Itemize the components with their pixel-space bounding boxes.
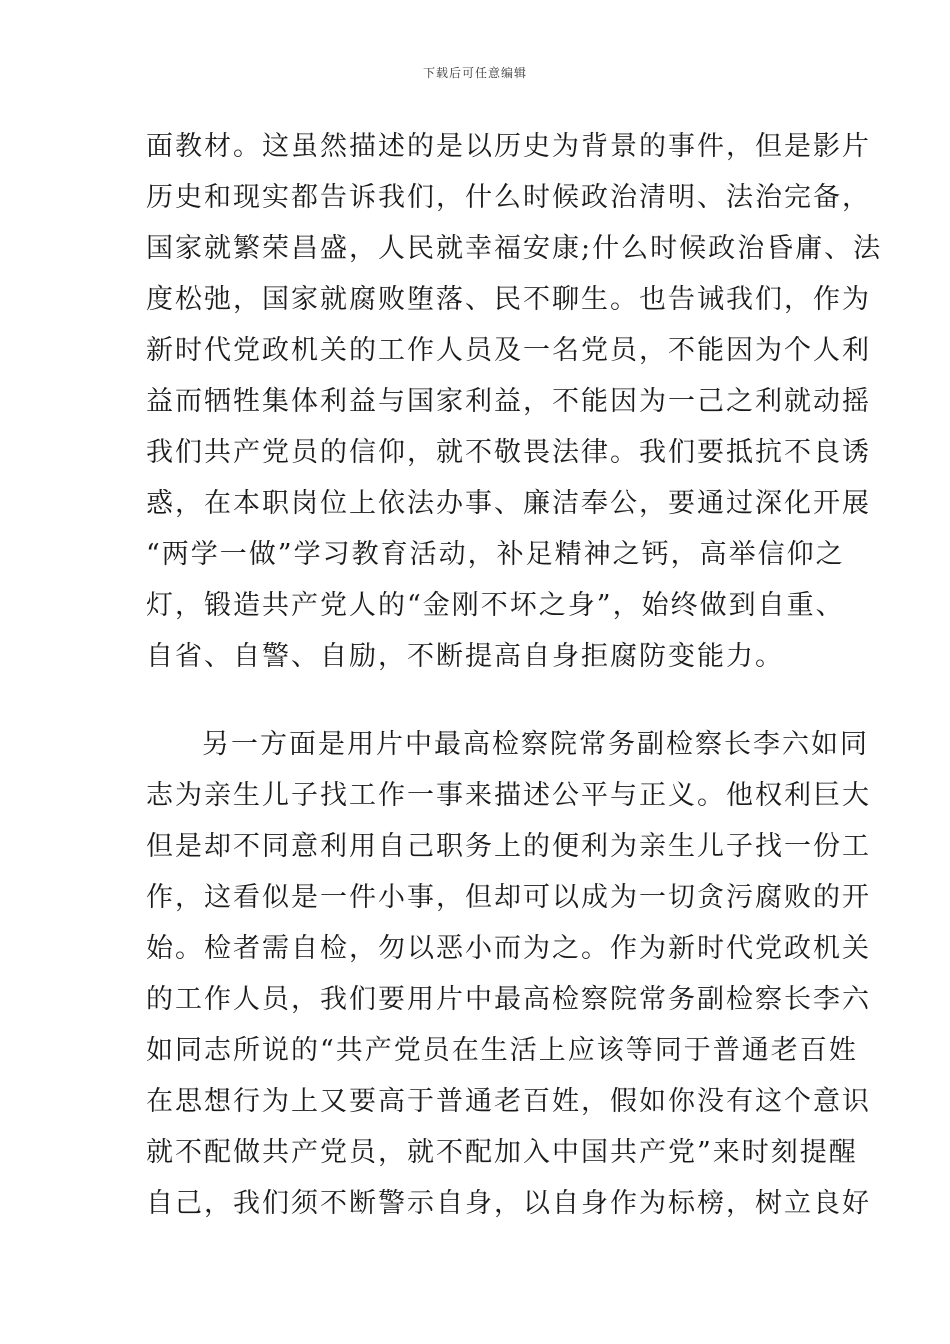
text-line: 灯，锻造共产党人的“金刚不坏之身”，始终做到自重、 [146, 590, 845, 621]
text-line: 就不配做共产党员，就不配加入中国共产党”来时刻提醒 [146, 1137, 858, 1168]
text-line: 国家就繁荣昌盛，人民就幸福安康;什么时候政治昏庸、法 [146, 233, 883, 264]
text-line: 但是却不同意利用自己职务上的便利为亲生儿子找一份工 [146, 831, 871, 862]
text-line: 如同志所说的“共产党员在生活上应该等同于普通老百姓 [146, 1035, 858, 1066]
text-line: “两学一做”学习教育活动，补足精神之钙，高举信仰之 [146, 539, 845, 570]
text-line: 始。检者需自检，勿以恶小而为之。作为新时代党政机关 [146, 933, 871, 964]
page-header: 下载后可任意编辑 [422, 66, 527, 80]
text-line: 历史和现实都告诉我们，什么时候政治清明、法治完备， [146, 182, 871, 213]
text-line: 度松弛，国家就腐败堕落、民不聊生。也告诫我们，作为 [146, 284, 871, 315]
text-line: 在思想行为上又要高于普通老百姓，假如你没有这个意识 [146, 1086, 871, 1117]
text-line: 面教材。这虽然描述的是以历史为背景的事件，但是影片 [146, 131, 871, 162]
text-line: 我们共产党员的信仰，就不敬畏法律。我们要抵抗不良诱 [146, 437, 871, 468]
text-line: 自省、自警、自励，不断提高自身拒腐防变能力。 [146, 641, 784, 672]
text-line: 惑，在本职岗位上依法办事、廉洁奉公，要通过深化开展 [146, 488, 871, 519]
text-line: 志为亲生儿子找工作一事来描述公平与正义。他权利巨大 [146, 780, 871, 811]
text-line: 自己，我们须不断警示自身，以自身作为标榜，树立良好 [146, 1188, 871, 1219]
text-line: 新时代党政机关的工作人员及一名党员，不能因为个人利 [146, 335, 871, 366]
text-line: 作，这看似是一件小事，但却可以成为一切贪污腐败的开 [146, 882, 871, 913]
text-line: 的工作人员，我们要用片中最高检察院常务副检察长李六 [146, 984, 871, 1015]
text-line: 另一方面是用片中最高检察院常务副检察长李六如同 [202, 729, 869, 760]
text-line: 益而牺牲集体利益与国家利益，不能因为一己之利就动摇 [146, 386, 871, 417]
